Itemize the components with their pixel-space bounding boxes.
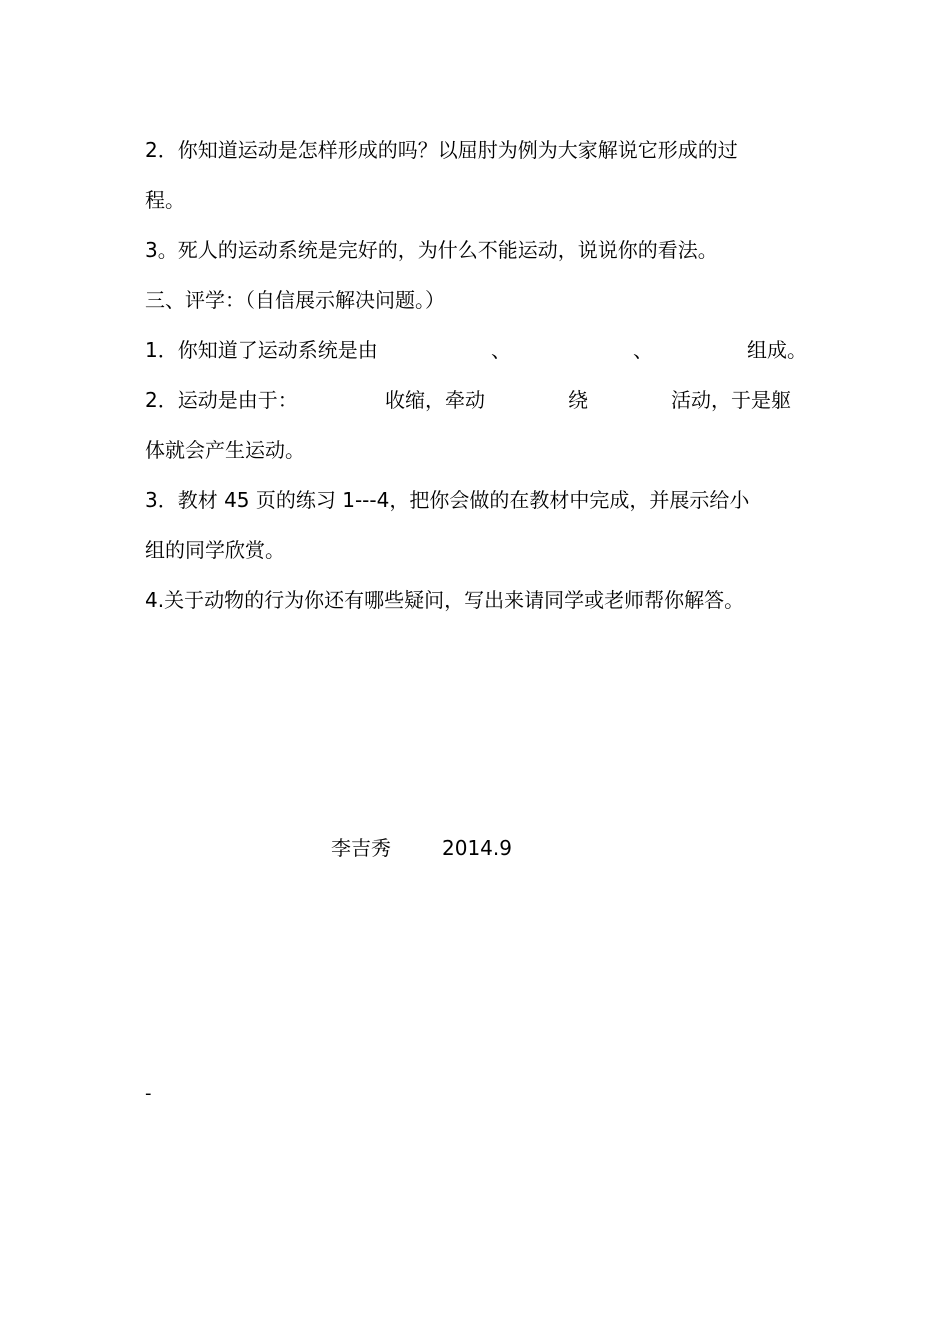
footer-dash: - [145,1083,152,1104]
item-1-suffix: 组成。 [747,338,807,362]
question-3: 3。死人的运动系统是完好的，为什么不能运动，说说你的看法。 [145,238,718,262]
section-3-heading: 三、评学：（自信展示解决问题。） [145,288,445,312]
question-2-line-1 [145,136,805,164]
question-2-line-2: 程。 [145,188,185,212]
item-3-line-2: 组的同学欣赏。 [145,538,285,562]
item-2-line-2: 体就会产生运动。 [145,438,305,462]
item-2-segment-2: 绕 [568,388,588,412]
item-3-text: 3．教材 45 页的练习 1---4，把你会做的在教材中完成，并展示给小 [145,488,750,512]
item-2-segment-3: 活动，于是躯 [671,388,791,412]
item-4: 4.关于动物的行为你还有哪些疑问，写出来请同学或老师帮你解答。 [145,588,745,612]
item-1-separator-2: 、 [633,338,653,362]
item-1-prefix: 1．你知道了运动系统是由 [145,338,378,362]
item-3-line-1 [145,486,805,514]
item-2-prefix: 2．运动是由于： [145,388,298,412]
signature-name: 李吉秀 [331,836,391,860]
item-2-segment-1: 收缩，牵动 [385,388,485,412]
question-2-text: 2．你知道运动是怎样形成的吗？以屈肘为例为大家解说它形成的过 [145,138,738,162]
item-1-separator-1: 、 [491,338,511,362]
signature-date: 2014.9 [442,836,512,860]
